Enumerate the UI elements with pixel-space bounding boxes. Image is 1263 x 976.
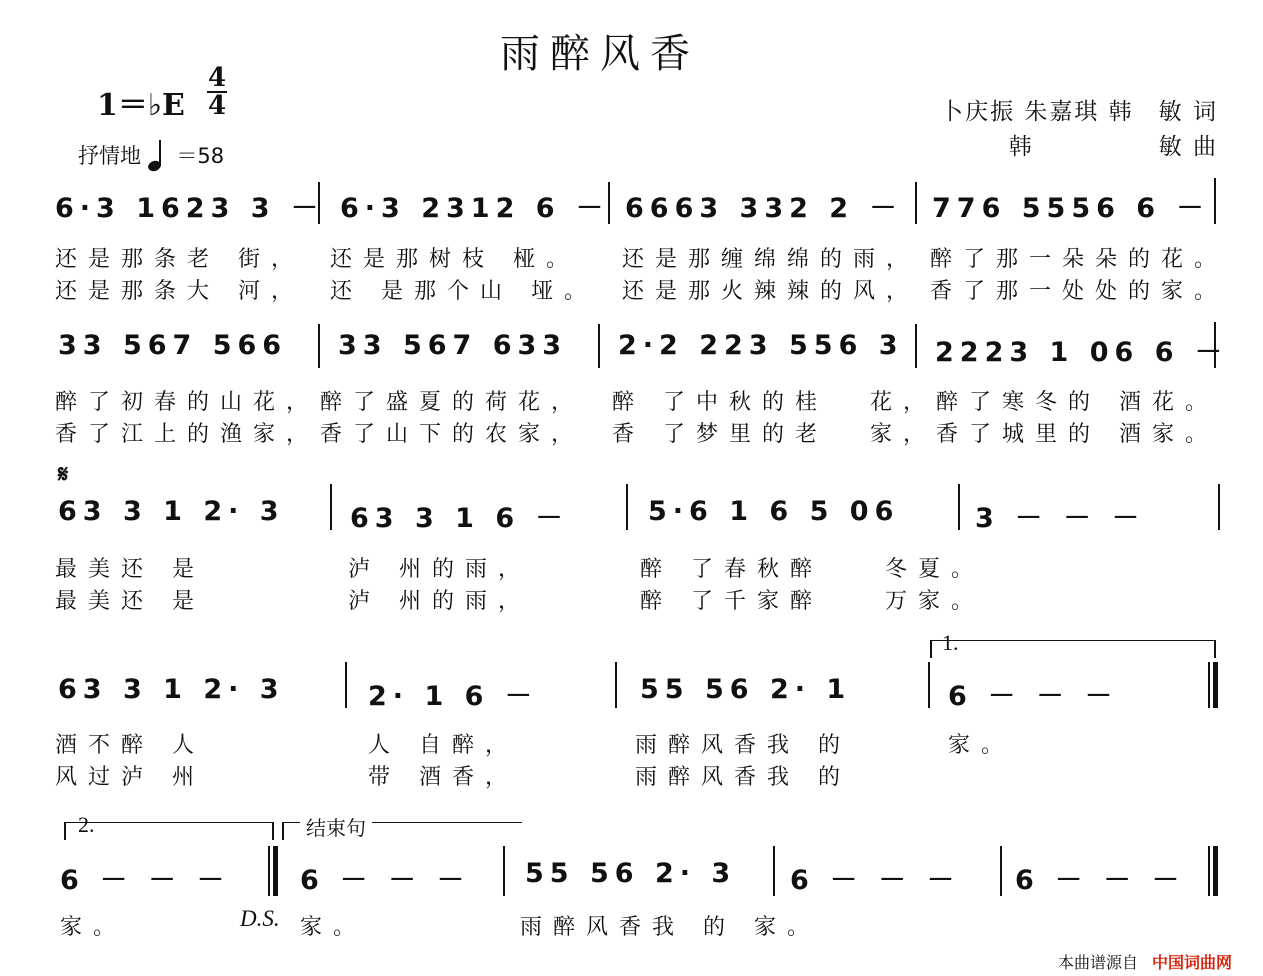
lyric-verse1: 还是那树枝 桠。 xyxy=(330,247,579,272)
lyric-verse2: 还是那火辣辣的风， xyxy=(622,279,920,304)
measure-notes: 63 3 1 2· 3 xyxy=(58,674,285,705)
barline xyxy=(1208,662,1210,708)
time-signature xyxy=(205,65,229,119)
volta-first-label: 1. xyxy=(942,630,959,655)
song-title: 雨醉风香 xyxy=(500,31,700,77)
lyric-verse1: 还是那缠绵绵的雨， xyxy=(622,247,920,272)
lyric-verse2: 香 了梦里的老 xyxy=(612,422,828,447)
volta-bracket-hook xyxy=(64,822,66,840)
volta-bracket-hook xyxy=(272,822,274,840)
barline xyxy=(1218,484,1220,530)
volta-first-bracket xyxy=(930,640,1215,641)
lyric-verse1: 家。 xyxy=(300,915,367,940)
barline xyxy=(928,662,930,708)
lyric-verse2: 家，香了城里的 酒家。 xyxy=(870,422,1218,447)
repeat-end-barline xyxy=(1213,662,1218,708)
lyric-verse1: 雨醉风香我 的 家。 xyxy=(520,915,820,940)
barline xyxy=(345,662,347,708)
lyric-verse1: 家。 xyxy=(948,733,1015,758)
lyric-verse1: 人 自醉， xyxy=(368,733,518,758)
measure-notes: 6 － － － xyxy=(790,865,960,896)
lyric-verse2: 雨醉风香我 的 xyxy=(635,765,851,790)
barline xyxy=(915,324,917,368)
tempo-marking xyxy=(78,140,224,171)
barline xyxy=(626,484,628,530)
lyric-verse1: 醉 了春秋醉 xyxy=(640,557,823,582)
lyric-verse1: 还是那条老 街， xyxy=(55,247,304,272)
lyric-verse2: 还是那条大 河， xyxy=(55,279,304,304)
source-label: 本曲谱源自 xyxy=(1058,953,1139,972)
measure-notes: 2223 1 06 6 － xyxy=(935,337,1228,368)
measure-notes: 63 3 1 6 － xyxy=(350,503,569,534)
lyricists: 卜庆振 朱嘉琪 韩 敏 词 xyxy=(940,99,1218,125)
lyric-verse1: 醉了那一朵朵的花。 xyxy=(930,247,1228,272)
lyric-verse1: 家。 xyxy=(60,915,127,940)
lyric-verse1: 花，醉了寒冬的 酒花。 xyxy=(870,390,1218,415)
repeat-end-barline xyxy=(273,846,278,896)
lyric-verse2: 香了山下的农家， xyxy=(320,422,585,447)
lyric-verse1: 最美还 是 xyxy=(55,557,205,582)
measure-notes: 5·6 1 6 5 06 xyxy=(648,496,900,527)
final-barline xyxy=(1213,846,1218,896)
composer: 韩 敏 曲 xyxy=(1008,134,1218,160)
ending-label: 结束句 xyxy=(300,812,372,841)
time-signature-top: 4 xyxy=(207,63,227,93)
dal-segno-mark: D.S. xyxy=(240,906,280,931)
barline xyxy=(268,846,270,896)
tempo-expression: 抒情地 xyxy=(78,144,141,168)
lyric-verse1: 泸 州的雨， xyxy=(348,557,531,582)
site-link[interactable]: 中国词曲网 xyxy=(1152,953,1233,972)
measure-notes: 6 － － － xyxy=(1015,865,1185,896)
measure-notes: 63 3 1 2· 3 xyxy=(58,496,285,527)
lyric-verse1: 醉了盛夏的荷花， xyxy=(320,390,585,415)
volta-second-label: 2. xyxy=(78,812,95,837)
lyric-verse1: 醉了初春的山花， xyxy=(55,390,320,415)
barline xyxy=(598,324,600,368)
lyric-verse2: 万家。 xyxy=(885,589,985,614)
measure-notes: 6·3 2312 6 － xyxy=(340,193,609,224)
lyric-verse2: 最美还 是 xyxy=(55,589,205,614)
measure-notes: 2· 1 6 － xyxy=(368,681,538,712)
lyric-verse2: 香了那一处处的家。 xyxy=(930,279,1228,304)
barline xyxy=(1208,846,1210,896)
barline xyxy=(1214,178,1216,224)
lyric-verse2: 醉 了千家醉 xyxy=(640,589,823,614)
barline xyxy=(318,324,320,368)
measure-notes: 55 56 2· 1 xyxy=(640,674,852,705)
measure-notes: 776 5556 6 － xyxy=(932,193,1210,224)
key-signature: 1＝♭E xyxy=(97,88,185,123)
barline xyxy=(773,846,775,896)
measure-notes: 33 567 566 xyxy=(58,330,288,361)
tempo-value: ＝58 xyxy=(176,144,225,168)
measure-notes: 6·3 1623 3 － xyxy=(55,193,324,224)
measure-notes: 33 567 633 xyxy=(338,330,568,361)
lyric-verse2: 香了江上的渔家， xyxy=(55,422,320,447)
volta-second-bracket xyxy=(64,822,274,823)
measure-notes: 55 56 2· 3 xyxy=(525,858,737,889)
measure-notes: 2·2 223 556 3 xyxy=(618,330,904,361)
volta-bracket-hook xyxy=(282,822,284,840)
segno-icon: 𝄋 xyxy=(58,460,69,488)
barline xyxy=(615,662,617,708)
source-credit xyxy=(1058,950,1232,973)
lyric-verse1: 酒不醉 人 xyxy=(55,733,205,758)
measure-notes: 6 － － － xyxy=(300,865,470,896)
lyric-verse1: 醉 了中秋的桂 xyxy=(612,390,828,415)
lyric-verse2: 还 是那个山 垭。 xyxy=(330,279,597,304)
lyric-verse2: 带 酒香， xyxy=(368,765,518,790)
barline xyxy=(330,484,332,530)
time-signature-bottom: 4 xyxy=(207,91,227,121)
barline xyxy=(503,846,505,896)
measure-notes: 6 － － － xyxy=(948,681,1118,712)
quarter-note-icon xyxy=(148,141,170,171)
barline xyxy=(915,182,917,224)
barline xyxy=(1000,846,1002,896)
measure-notes: 6663 332 2 － xyxy=(625,193,903,224)
lyric-verse2: 泸 州的雨， xyxy=(348,589,531,614)
barline xyxy=(958,484,960,530)
measure-notes: 6 － － － xyxy=(60,865,230,896)
lyric-verse1: 冬夏。 xyxy=(885,557,985,582)
credits xyxy=(940,95,1218,165)
volta-bracket-hook xyxy=(930,640,932,658)
lyric-verse1: 雨醉风香我 的 xyxy=(635,733,851,758)
volta-bracket-hook xyxy=(1214,640,1216,658)
measure-notes: 3 － － － xyxy=(975,503,1145,534)
lyric-verse2: 风过泸 州 xyxy=(55,765,205,790)
